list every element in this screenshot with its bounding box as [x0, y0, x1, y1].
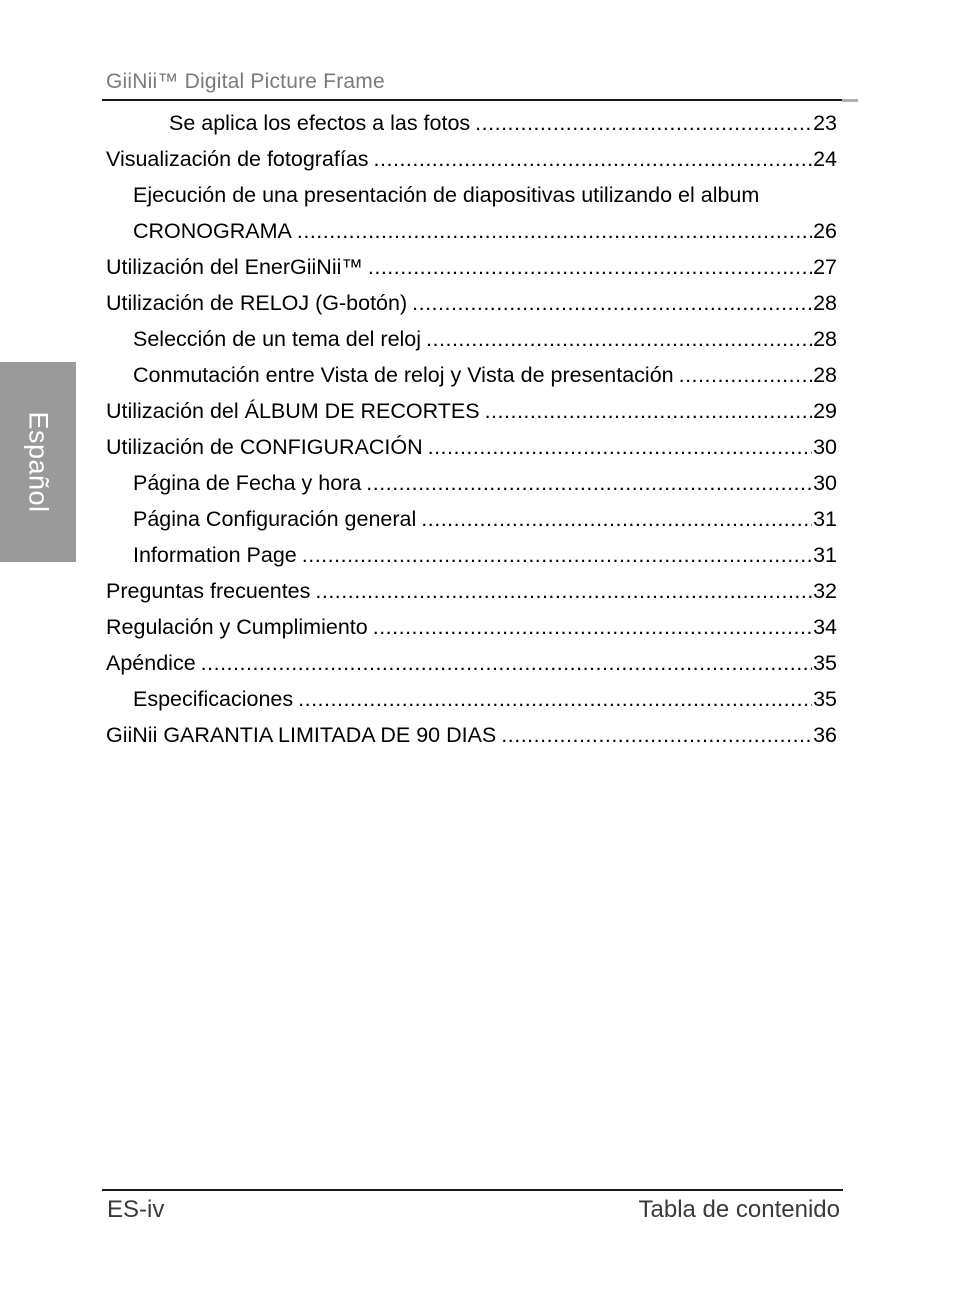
toc-entry[interactable] [133, 177, 759, 213]
toc-entry[interactable] [133, 681, 837, 717]
toc-entry-label: CRONOGRAMA [133, 219, 292, 243]
toc-leader-dots [485, 393, 813, 429]
toc-entry[interactable] [106, 717, 837, 753]
toc-entry-label: Visualización de fotografías [106, 147, 369, 171]
toc-entry[interactable] [106, 141, 837, 177]
toc-entry-page: 31 [813, 507, 837, 531]
toc-entry-page: 36 [813, 723, 837, 747]
toc-leader-dots [302, 537, 812, 573]
toc-entry-page: 31 [813, 543, 837, 567]
toc-leader-dots [428, 429, 812, 465]
toc-leader-dots [297, 213, 812, 249]
toc-entry-page: 24 [813, 147, 837, 171]
toc-leader-dots [201, 645, 812, 681]
toc-leader-dots [298, 681, 812, 717]
toc-entry[interactable] [133, 501, 837, 537]
toc-leader-dots [421, 501, 812, 537]
footer-rule [102, 1189, 843, 1191]
toc-entry[interactable] [106, 249, 837, 285]
toc-entry-page: 27 [813, 255, 837, 279]
toc-entry-label: Preguntas frecuentes [106, 579, 311, 603]
toc-entry-page: 30 [813, 435, 837, 459]
toc-leader-dots [373, 609, 812, 645]
toc-entry[interactable] [106, 285, 837, 321]
page-header-title: GiiNii™ Digital Picture Frame [106, 70, 385, 93]
header-rule [102, 99, 858, 101]
toc-entry[interactable] [133, 537, 837, 573]
toc-entry-label: Conmutación entre Vista de reloj y Vista de presentación [133, 363, 674, 387]
toc-entry[interactable] [133, 465, 837, 501]
toc-entry-label: Utilización de CONFIGURACIÓN [106, 435, 423, 459]
toc-entry-label: GiiNii GARANTIA LIMITADA DE 90 DIAS [106, 723, 497, 747]
toc-entry[interactable] [133, 321, 837, 357]
toc-leader-dots [679, 357, 812, 393]
toc-entry-label: Página de Fecha y hora [133, 471, 362, 495]
toc-entry-label: Regulación y Cumplimiento [106, 615, 368, 639]
toc-entry-page: 29 [813, 399, 837, 423]
toc-entry-label: Utilización de RELOJ (G-botón) [106, 291, 408, 315]
toc-entry[interactable] [106, 609, 837, 645]
toc-entry[interactable] [133, 213, 837, 249]
footer-page-number: ES-iv [107, 1196, 165, 1223]
toc-entry-label: Página Configuración general [133, 507, 417, 531]
toc-entry[interactable] [169, 105, 837, 141]
toc-entry-page: 35 [813, 687, 837, 711]
language-side-tab-label: Español [23, 411, 54, 513]
header-rule-tail [842, 99, 858, 102]
toc-entry-page: 34 [813, 615, 837, 639]
toc-leader-dots [315, 573, 812, 609]
toc-leader-dots [475, 105, 812, 141]
toc-entry[interactable] [133, 357, 837, 393]
toc-leader-dots [374, 141, 813, 177]
toc-leader-dots [501, 717, 812, 753]
toc-entry-page: 35 [813, 651, 837, 675]
toc-leader-dots [412, 285, 812, 321]
toc-entry-page: 32 [813, 579, 837, 603]
toc-entry-page: 28 [813, 363, 837, 387]
toc-entry[interactable] [106, 573, 837, 609]
toc-entry-page: 28 [813, 327, 837, 351]
toc-entry-label: Se aplica los efectos a las fotos [169, 111, 471, 135]
toc-leader-dots [368, 249, 812, 285]
toc-entry-label: Utilización del EnerGiiNii™ [106, 255, 363, 279]
toc-entry-label: Especificaciones [133, 687, 294, 711]
footer-section-title: Tabla de contenido [638, 1196, 840, 1223]
toc-entry-label: Information Page [133, 543, 297, 567]
toc-entry-page: 26 [813, 219, 837, 243]
toc-entry-label: Ejecución de una presentación de diapositivas utilizando el album [133, 183, 760, 207]
toc-entry-label: Selección de un tema del reloj [133, 327, 422, 351]
toc-entry[interactable] [106, 429, 837, 465]
toc-entry-page: 30 [813, 471, 837, 495]
toc-leader-dots [426, 321, 812, 357]
toc-entry-label: Apéndice [106, 651, 196, 675]
toc-entry[interactable] [106, 393, 837, 429]
toc-entry-page: 23 [813, 111, 837, 135]
toc-entry-page: 28 [813, 291, 837, 315]
toc-leader-dots [366, 465, 812, 501]
toc-entry-label: Utilización del ÁLBUM DE RECORTES [106, 399, 480, 423]
toc-entry[interactable] [106, 645, 837, 681]
